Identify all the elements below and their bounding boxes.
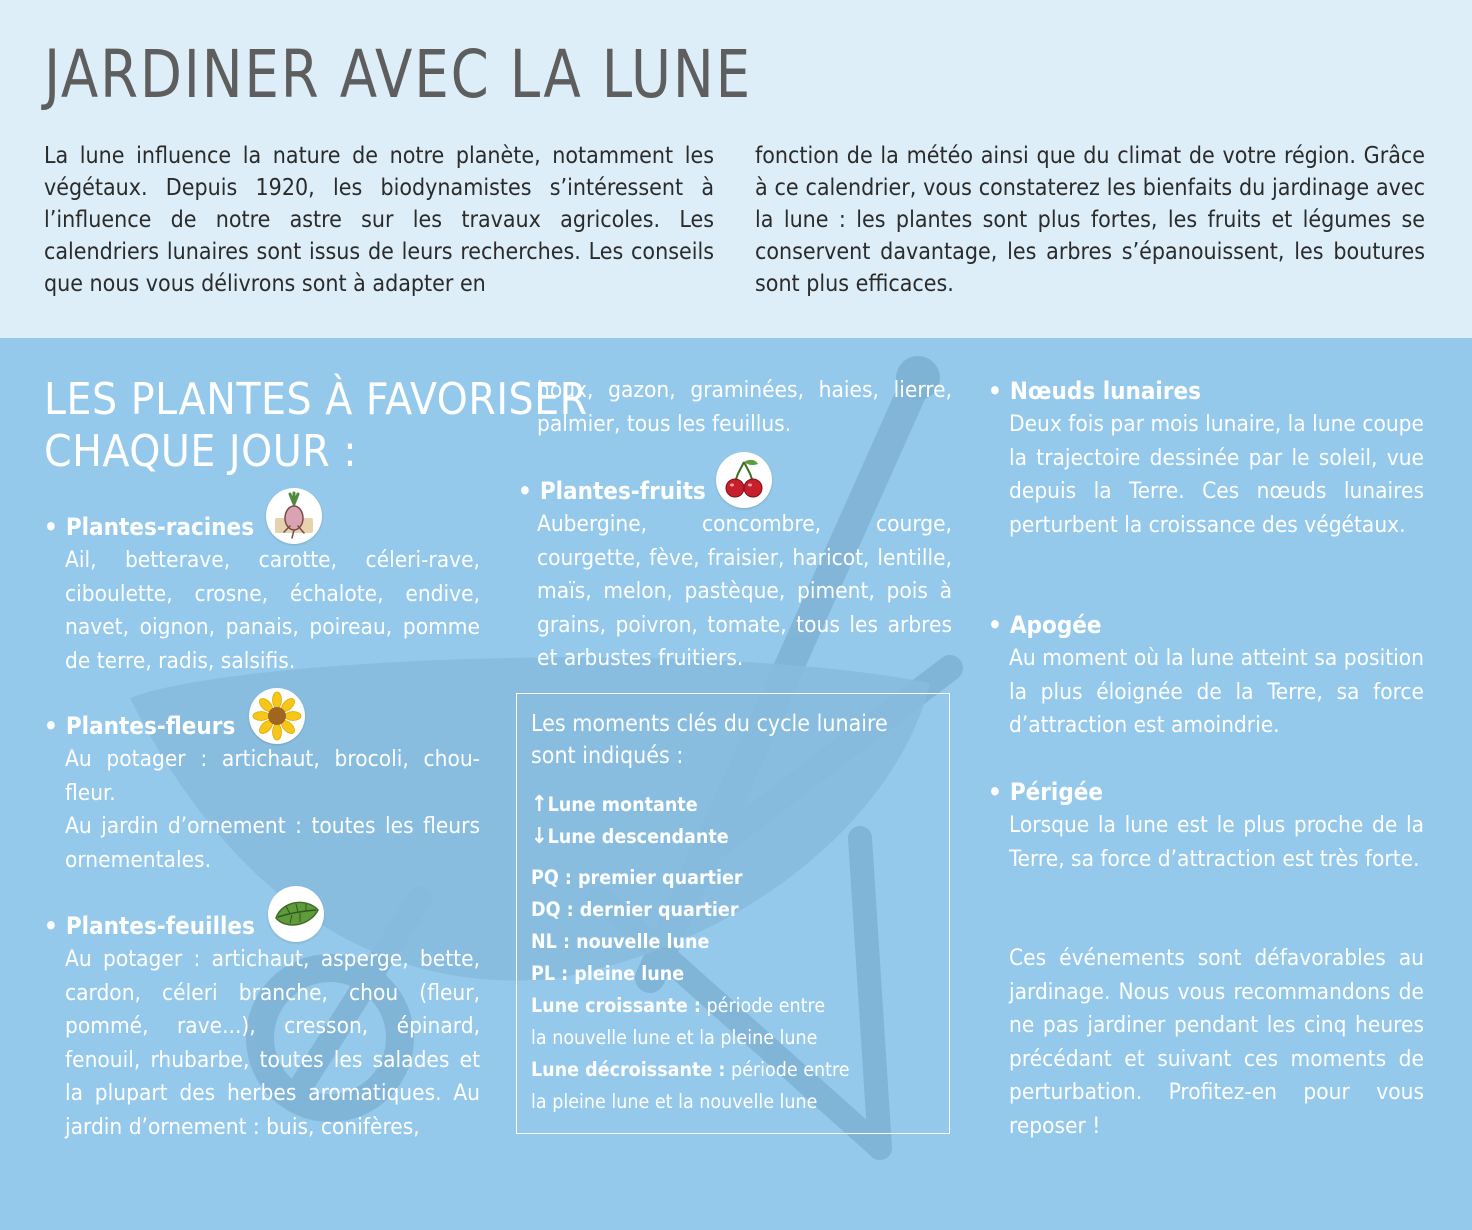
intro-text-right: fonction de la météo ainsi que du climat de votre région. Grâce à ce calendrier, vous constaterez les bienfaits du jardinage avec la lune : les plantes sont plus fortes, les fruits et légumes se conservent davantage, les arbres s’épanouissent, les boutures sont plus efficaces.: [755, 143, 1425, 297]
noeuds-lunaires-heading: [988, 374, 1424, 408]
leaf-icon: [268, 886, 324, 942]
lunar-key-box: [516, 693, 950, 1134]
apogee-block: [988, 608, 1424, 743]
down-arrow-icon: ↓: [531, 824, 548, 849]
plantes-fleurs-title: Plantes-fleurs: [65, 712, 236, 740]
bullet: •: [44, 513, 58, 541]
key-lune-croissante-label: Lune croissante :: [531, 994, 701, 1017]
noeuds-lunaires-text: Deux fois par mois lunaire, la lune coupe la trajectoire dessinée par le soleil, vue depuis la Terre. Ces nœuds lunaires perturbent la croissance des végétaux.: [1009, 411, 1424, 538]
plantes-fleurs-text-potager: Au potager : artichaut, brocoli, chou-fleur.: [65, 746, 480, 806]
section-title: [44, 374, 588, 478]
page-title: JARDINER AVEC LA LUNE: [44, 36, 752, 113]
key-lune-croissante-text: période entre: [706, 994, 826, 1017]
plantes-feuilles-title: Plantes-feuilles: [65, 912, 255, 940]
perigee-text: Lorsque la lune est le plus proche de la Terre, sa force d’attraction est très forte.: [1009, 812, 1424, 872]
key-lune-decroissante-text-2: la pleine lune et la nouvelle lune: [531, 1090, 818, 1113]
apogee-title: Apogée: [1009, 611, 1102, 639]
noeuds-lunaires-title: Nœuds lunaires: [1009, 377, 1201, 405]
plantes-racines-text: Ail, betterave, carotte, céleri-rave, ciboulette, crosne, échalote, endive, navet, oignon, panais, poireau, pomme de terre, radis, salsifis.: [65, 547, 480, 674]
apogee-text: Au moment où la lune atteint sa position la plus éloignée de la Terre, sa force d’attraction est amoindrie.: [1009, 645, 1424, 738]
bullet: •: [988, 377, 1002, 405]
plantes-racines-block: [44, 510, 480, 678]
closing-text: Ces événements sont défavorables au jardinage. Nous vous recommandons de ne pas jardiner pendant les cinq heures précédant et suivant ces moments de perturbation. Profitez-en pour vous reposer !: [1009, 945, 1424, 1139]
key-dq: DQ : dernier quartier: [531, 898, 739, 921]
root-vegetable-icon: [266, 488, 322, 544]
key-pq: PQ : premier quartier: [531, 866, 743, 889]
key-lune-decroissante: [531, 1058, 850, 1081]
intro-text-left: La lune influence la nature de notre planète, notamment les végétaux. Depuis 1920, les biodynamistes s’intéressent à l’influence de notre astre sur les travaux agricoles. Les calendriers lunaires sont issus de leurs recherches. Les conseils que nous vous délivrons sont à adapter en: [44, 143, 714, 297]
section-title-line2: CHAQUE JOUR :: [44, 426, 358, 477]
plantes-feuilles-block: [44, 909, 480, 1144]
bullet: •: [44, 712, 58, 740]
plantes-racines-title: Plantes-racines: [65, 513, 255, 541]
key-lune-decroissante-text: période entre: [730, 1058, 850, 1081]
cherry-icon: [716, 452, 772, 508]
plantes-feuilles-text-continued: houx, gazon, graminées, haies, lierre, palmier, tous les feuillus.: [537, 377, 952, 437]
section-title-line1: LES PLANTES À FAVORISER: [44, 374, 588, 425]
sunflower-icon: [249, 688, 305, 744]
bullet: •: [518, 477, 532, 505]
plantes-fruits-text: Aubergine, concombre, courge, courgette, fève, fraisier, haricot, lentille, maïs, melon, pastèque, piment, pois à grains, poivron, tomate, tous les arbres et arbustes fruitiers.: [537, 511, 952, 671]
perigee-heading: [988, 775, 1424, 809]
perigee-block: [988, 775, 1424, 876]
key-lune-descendante: [531, 824, 729, 849]
up-arrow-icon: ↑: [531, 792, 548, 817]
closing-block: [988, 942, 1424, 1143]
key-pl: PL : pleine lune: [531, 962, 685, 985]
plantes-fruits-title: Plantes-fruits: [539, 477, 706, 505]
plantes-feuilles-text: Au potager : artichaut, asperge, bette, cardon, céleri branche, chou (fleur, pommé, rave...), cresson, épinard, fenouil, rhubarbe, toutes les salades et la plupart des herbes aromatiques. Au jardin d’ornement : buis, conifères,: [65, 946, 480, 1140]
key-lune-montante: [531, 792, 698, 817]
bullet: •: [44, 912, 58, 940]
bullet: •: [988, 778, 1002, 806]
plantes-fleurs-text-ornement: Au jardin d’ornement : toutes les fleurs ornementales.: [65, 813, 480, 873]
apogee-heading: [988, 608, 1424, 642]
key-lune-montante-label: Lune montante: [547, 793, 698, 816]
key-nl: NL : nouvelle lune: [531, 930, 710, 953]
plantes-feuilles-heading: [44, 909, 480, 943]
noeuds-lunaires-block: [988, 374, 1424, 542]
plantes-feuilles-continued: [518, 374, 952, 441]
key-intro: Les moments clés du cycle lunaire sont indiqués :: [531, 711, 888, 769]
key-lune-decroissante-label: Lune décroissante :: [531, 1058, 726, 1081]
plantes-racines-heading: [44, 510, 480, 544]
key-lune-descendante-label: Lune descendante: [547, 825, 729, 848]
key-lune-croissante-text-2: la nouvelle lune et la pleine lune: [531, 1026, 818, 1049]
bullet: •: [988, 611, 1002, 639]
perigee-title: Périgée: [1009, 778, 1104, 806]
key-lune-croissante: [531, 994, 825, 1017]
